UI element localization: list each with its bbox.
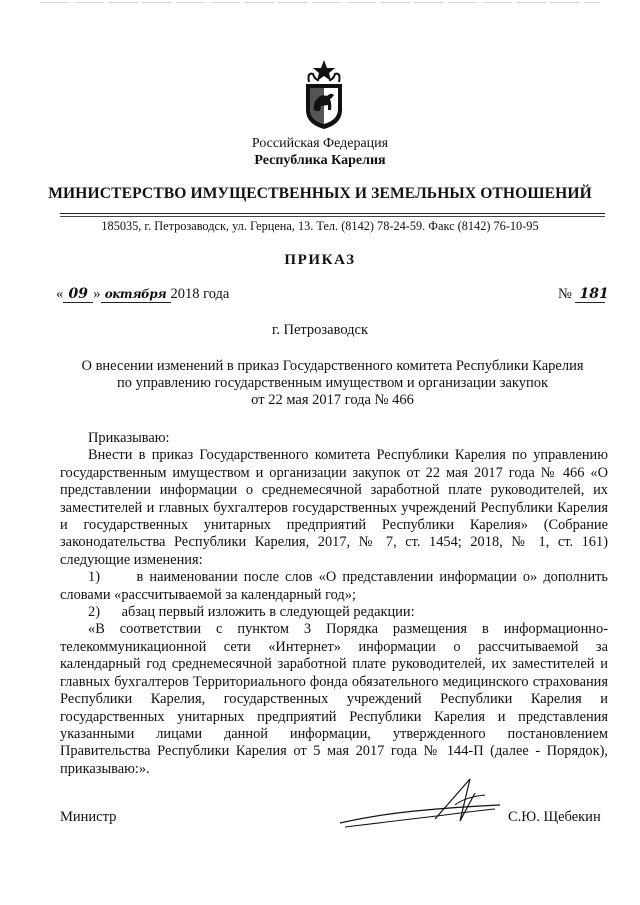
subject-line: по управлению государственным имуществом и организации закупок: [116, 375, 549, 391]
order-title: ПРИКАЗ: [284, 252, 356, 268]
order-number-label: №: [558, 286, 572, 302]
date-month-handwritten: октября: [101, 286, 171, 303]
date-year: 2018 года: [170, 286, 230, 302]
karelia-coat-of-arms-icon: [301, 58, 347, 130]
order-subject: [60, 358, 605, 409]
subject-line: от 22 мая 2017 года № 466: [251, 392, 414, 408]
header-divider-thin: [60, 216, 605, 217]
order-city: г. Петрозаводск: [271, 322, 369, 338]
scan-artifact-line: [40, 2, 600, 3]
date-quote-open: «: [56, 286, 64, 302]
order-number-handwritten: 181: [575, 286, 605, 303]
body-paragraph: Внести в приказ Государственного комитета Республики Карелия по управлению государственным имуществом и организации закупок от 22 мая 2017 года № 466 «О представлении информации о среднемесячной заработной плате руководителей, их заместителей и главных бухгалтеров государственных учреждений Республики Карелия и государственных унитарных предприятий Республики Карелия» (Собрание законодательства Республики Карелия, 2017, № 7, ст. 1454; 2018, № 1, ст. 161) следующие изменения:: [60, 447, 608, 568]
body-paragraph: Приказываю:: [88, 430, 170, 446]
country-name: Российская Федерация: [251, 136, 389, 151]
signatory-name: С.Ю. Щебекин: [508, 809, 601, 825]
body-paragraph: 2) абзац первый изложить в следующей редакции:: [88, 604, 415, 621]
header-divider: [60, 213, 605, 214]
date-quote-close: »: [93, 286, 101, 302]
body-paragraph: 1) в наименовании после слов «О представлении информации о» дополнить словами «рассчитываемой за календарный год»;: [60, 569, 612, 603]
body-paragraph: «В соответствии с пунктом 3 Порядка размещения в информационно-телекоммуникационной сети «Интернет» информации о рассчитываемой за календарный год среднемесячной заработной плате руководителей, их заместителей и главных бухгалтеров Территориального фонда обязательного медицинского страхования Республики Карелия, государственных учреждений Республики Карелия и государственных унитарных предприятий Республики Карелия и представления указанными лицами данной информации, утвержденного постановлением Правительства Республики Карелия от 5 мая 2017 года № 144-П (далее - Порядок), приказываю:».: [60, 621, 608, 777]
signatory-title: Министр: [60, 809, 117, 825]
order-number: [558, 286, 609, 303]
republic-name: Республика Карелия: [254, 153, 386, 168]
handwritten-signature-icon: [335, 775, 505, 835]
order-date: [56, 286, 229, 303]
date-day-handwritten: 09: [63, 286, 93, 303]
ministry-address: 185035, г. Петрозаводск, ул. Герцена, 13. Тел. (8142) 78-24-59. Факс (8142) 76-10-95: [101, 219, 539, 233]
order-body: [60, 430, 612, 778]
subject-line: О внесении изменений в приказ Государственного комитета Республики Карелия: [81, 358, 584, 374]
ministry-name: МИНИСТЕРСТВО ИМУЩЕСТВЕННЫХ И ЗЕМЕЛЬНЫХ ОТНОШЕНИЙ: [48, 185, 592, 202]
